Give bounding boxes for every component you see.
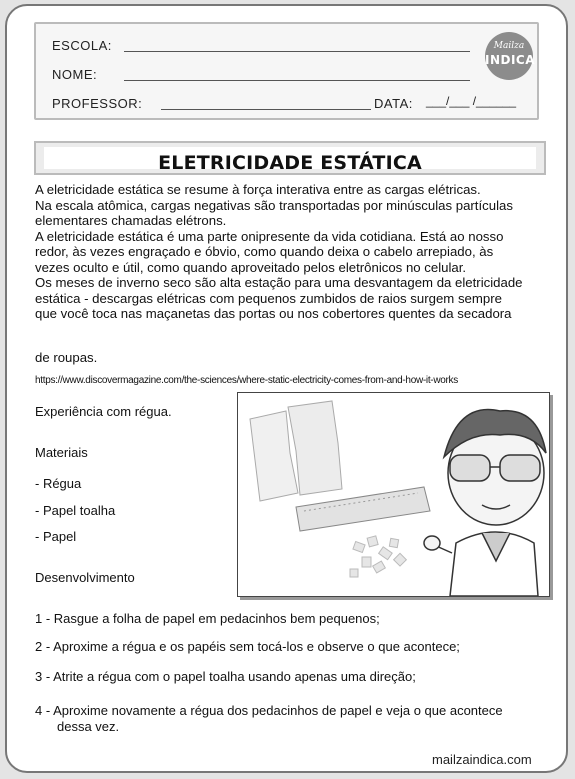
footer-site: mailzaindica.com: [432, 752, 532, 767]
escola-label: ESCOLA:: [52, 38, 112, 53]
development-heading: Desenvolvimento: [35, 570, 135, 585]
professor-label: PROFESSOR:: [52, 96, 143, 111]
paper-towel-drawing: [250, 401, 342, 501]
intro-line: Os meses de inverno seco são alta estação para uma desvantagem da eletricidade: [35, 275, 523, 290]
intro-line: vezes oculto e útil, como quando aproveitado pelos eletrônicos no celular.: [35, 259, 467, 275]
nome-label: NOME:: [52, 67, 98, 82]
intro-line: que você toca nas maçanetas das portas ou nos cobertores quentes da secadora: [35, 306, 512, 321]
logo-line2: INDICA: [485, 53, 536, 67]
escola-line[interactable]: [124, 51, 470, 52]
intro-line: A eletricidade estática se resume à força interativa entre as cargas elétricas.: [35, 182, 481, 197]
ruler-drawing: [296, 487, 430, 531]
step-4: 4 - Aproxime novamente a régua dos pedacinhos de papel e veja o que acontece: [35, 703, 503, 718]
intro-last-line: de roupas.: [35, 350, 98, 365]
step-1: 1 - Rasgue a folha de papel em pedacinhos bem pequenos;: [35, 611, 380, 626]
nome-line[interactable]: [124, 80, 470, 81]
step-3: 3 - Atrite a régua com o papel toalha usando apenas uma direção;: [35, 669, 416, 684]
step-4-continued: dessa vez.: [57, 719, 120, 734]
material-item-ruler: - Régua: [35, 476, 82, 491]
intro-line: estática - descargas elétricas com pequenos zumbidos de raios surgem sempre: [35, 290, 502, 306]
material-item-towel: - Papel toalha: [35, 503, 116, 518]
logo-line1: Mailza: [493, 41, 525, 51]
experiment-illustration: [237, 392, 550, 597]
data-blank[interactable]: ___/___ /______: [426, 94, 517, 108]
materials-heading: Materiais: [35, 445, 88, 460]
page-title: ELETRICIDADE ESTÁTICA: [158, 152, 422, 174]
intro-line: A eletricidade estática é uma parte onipresente da vida cotidiana. Está ao nosso: [35, 228, 504, 244]
paper-bits-drawing: [350, 536, 406, 577]
material-item-paper: - Papel: [35, 529, 77, 544]
scientist-boy-drawing: [424, 409, 546, 596]
professor-line[interactable]: [161, 109, 371, 110]
step-2: 2 - Aproxime a régua e os papéis sem tocá-los e observe o que acontece;: [35, 639, 460, 654]
student-info-box: [34, 22, 539, 120]
intro-line: elementares chamadas elétrons.: [35, 213, 227, 228]
intro-line: redor, às vezes engraçado e óbvio, como quando deixa o cabelo arrepiado, às: [35, 244, 494, 259]
intro-line: Na escala atômica, cargas negativas são transportadas por minúsculas partículas: [35, 197, 513, 213]
data-label: DATA:: [374, 96, 413, 111]
source-url: https://www.discovermagazine.com/the-sciences/where-static-electricity-comes-from-and-how-it-works: [35, 375, 458, 386]
experiment-title: Experiência com régua.: [35, 404, 172, 419]
title-banner: [34, 141, 546, 175]
mailza-indica-logo: [485, 32, 536, 80]
